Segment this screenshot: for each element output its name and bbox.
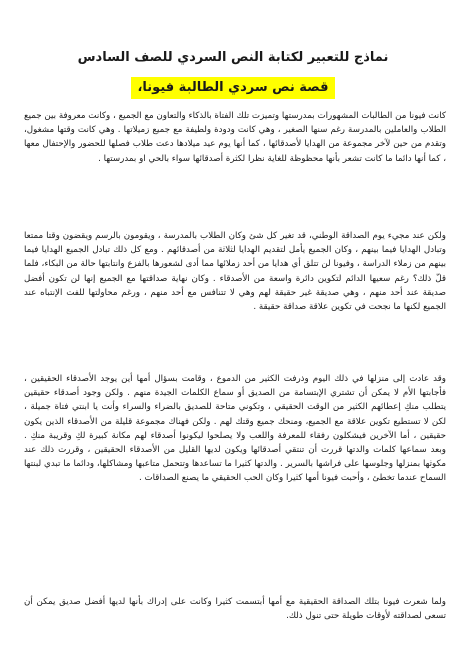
story-paragraph-3: وقد عادت إلى منزلها في ذلك اليوم وذرفت الكثير من الدموع ، وقامت بسؤال أمها أين يوجد الأصدقاء الحقيقين ، فأجابتها الأم لا يمكن أن تشتري الإبتسامة من الصديق أو سماع الكلمات الجيدة منهم . ولكن وجود أصدقاء حقيقين يتطلب منكِ إعطائهم الكثير من الوقت الحقيقي ، وتكوني متاحة للصديق بالضراء والسراء وأنت يا ابنتي فتاة جميلة ، لكن لا تستطيع تكوين علاقة مع الجميع، ومنحك جميع وقتك لهم . ولكن فهناك مجموعة قليلة من الأصدقاء الذين يكون حقيقين ، أما الآخرين فيشكلون رفقاء للمعرفة واللعب ولا يصلحوا ليكونوا أصدقاء لهم مكانة كبيرة لكِ وقريبة منكِ . وبعد سماعها كلمات والدتها قررت أن تنتقي أصدقائها ويكون لديها القليل من الأصدقاء الحقيقين ، وقررت ذلك عند مكوثها بمنزلها وجلوسها على فراشها بالسرير . والدتها كثيرا ما تساعدها وتتحمل متاعبها ومشاكلها، ودائما ما تبدي لبنتها السماح عندما تخطئ ، وأحبت فيونا أمها كثيرا وكان الحب الحقيقي ما يصنع الصداقات .: [24, 374, 446, 484]
page-title: نماذج للتعبير لكتابة النص السردي للصف السادس: [77, 50, 389, 65]
story-paragraph-1: كانت فيونا من الطالبات المشهورات بمدرستها وتميزت تلك الفتاة بالذكاء والتعاون مع الجميع ، وكانت معروفة بين جميع الطلاب والعاملين بالمدرسة رغم سنها الصغير ، وهي كانت ودودة ولطيفة مع جميع زميلاتها . وهي كانت وقتها مشغول، وتقدم من حين لآخر مجموعة من الهدايا لأصدقائها ، كما أنها يوم عيد ميلادها دعت طلاب فصلها للحضور والإحتفال معها ، كما أنها دائما ما كانت تشعر بأنها محظوظة للغاية نظرا لكثرة أصدقائها سواء بالحي او بمدرستها .: [24, 111, 446, 164]
subtitle-container: [0, 76, 466, 99]
story-paragraph-2: ولكن عند مجيء يوم الصداقة الوطني، قد تغير كل شئ وكان الطلاب بالمدرسة ، ويقومون بالرسم ويقضون وقتا ممتعا وتبادل الهدايا فيما بينهم ، وكان الجميع يأمل لتقديم الهدايا لثلاثة من أصدقائهم . ومع كل ذلك تبادل الجميع الهدايا فيما بينهم من زملاء الدراسة ، وفيونا لن تتلق أي هدايا من أحد زملائها مما أدى لشعورها بالفزع وانتابتها حالة من البكاء، فلما قلّ ذلك؟ رغم سعيها الدائم لتكوين دائرة واسعة من الأصدقاء . وكان نهاية صداقتها مع الجميع إنها لن تكون أفضل صديقة عند أحد منهم ، وهي صديقة غير حقيقة لهم وهي لا تتنافس مع أحد منهم ، ورغم محاولتها للفت الإنتباه عند الجميع لكنها ما نجحت في تكوين علاقة صداقة حقيقة .: [24, 231, 446, 313]
story-paragraph-4: ولما شعرت فيونا بتلك الصداقة الحقيقية مع أمها أبتسمت كثيرا وكانت على إدراك بأنها لديها أفضل صديق يمكن أن تسعى لصداقته لأوقات طويلة حتى تنول ذلك.: [24, 597, 446, 622]
highlighted-subtitle: قصة نص سردي الطالبة فيونا،: [131, 77, 334, 99]
